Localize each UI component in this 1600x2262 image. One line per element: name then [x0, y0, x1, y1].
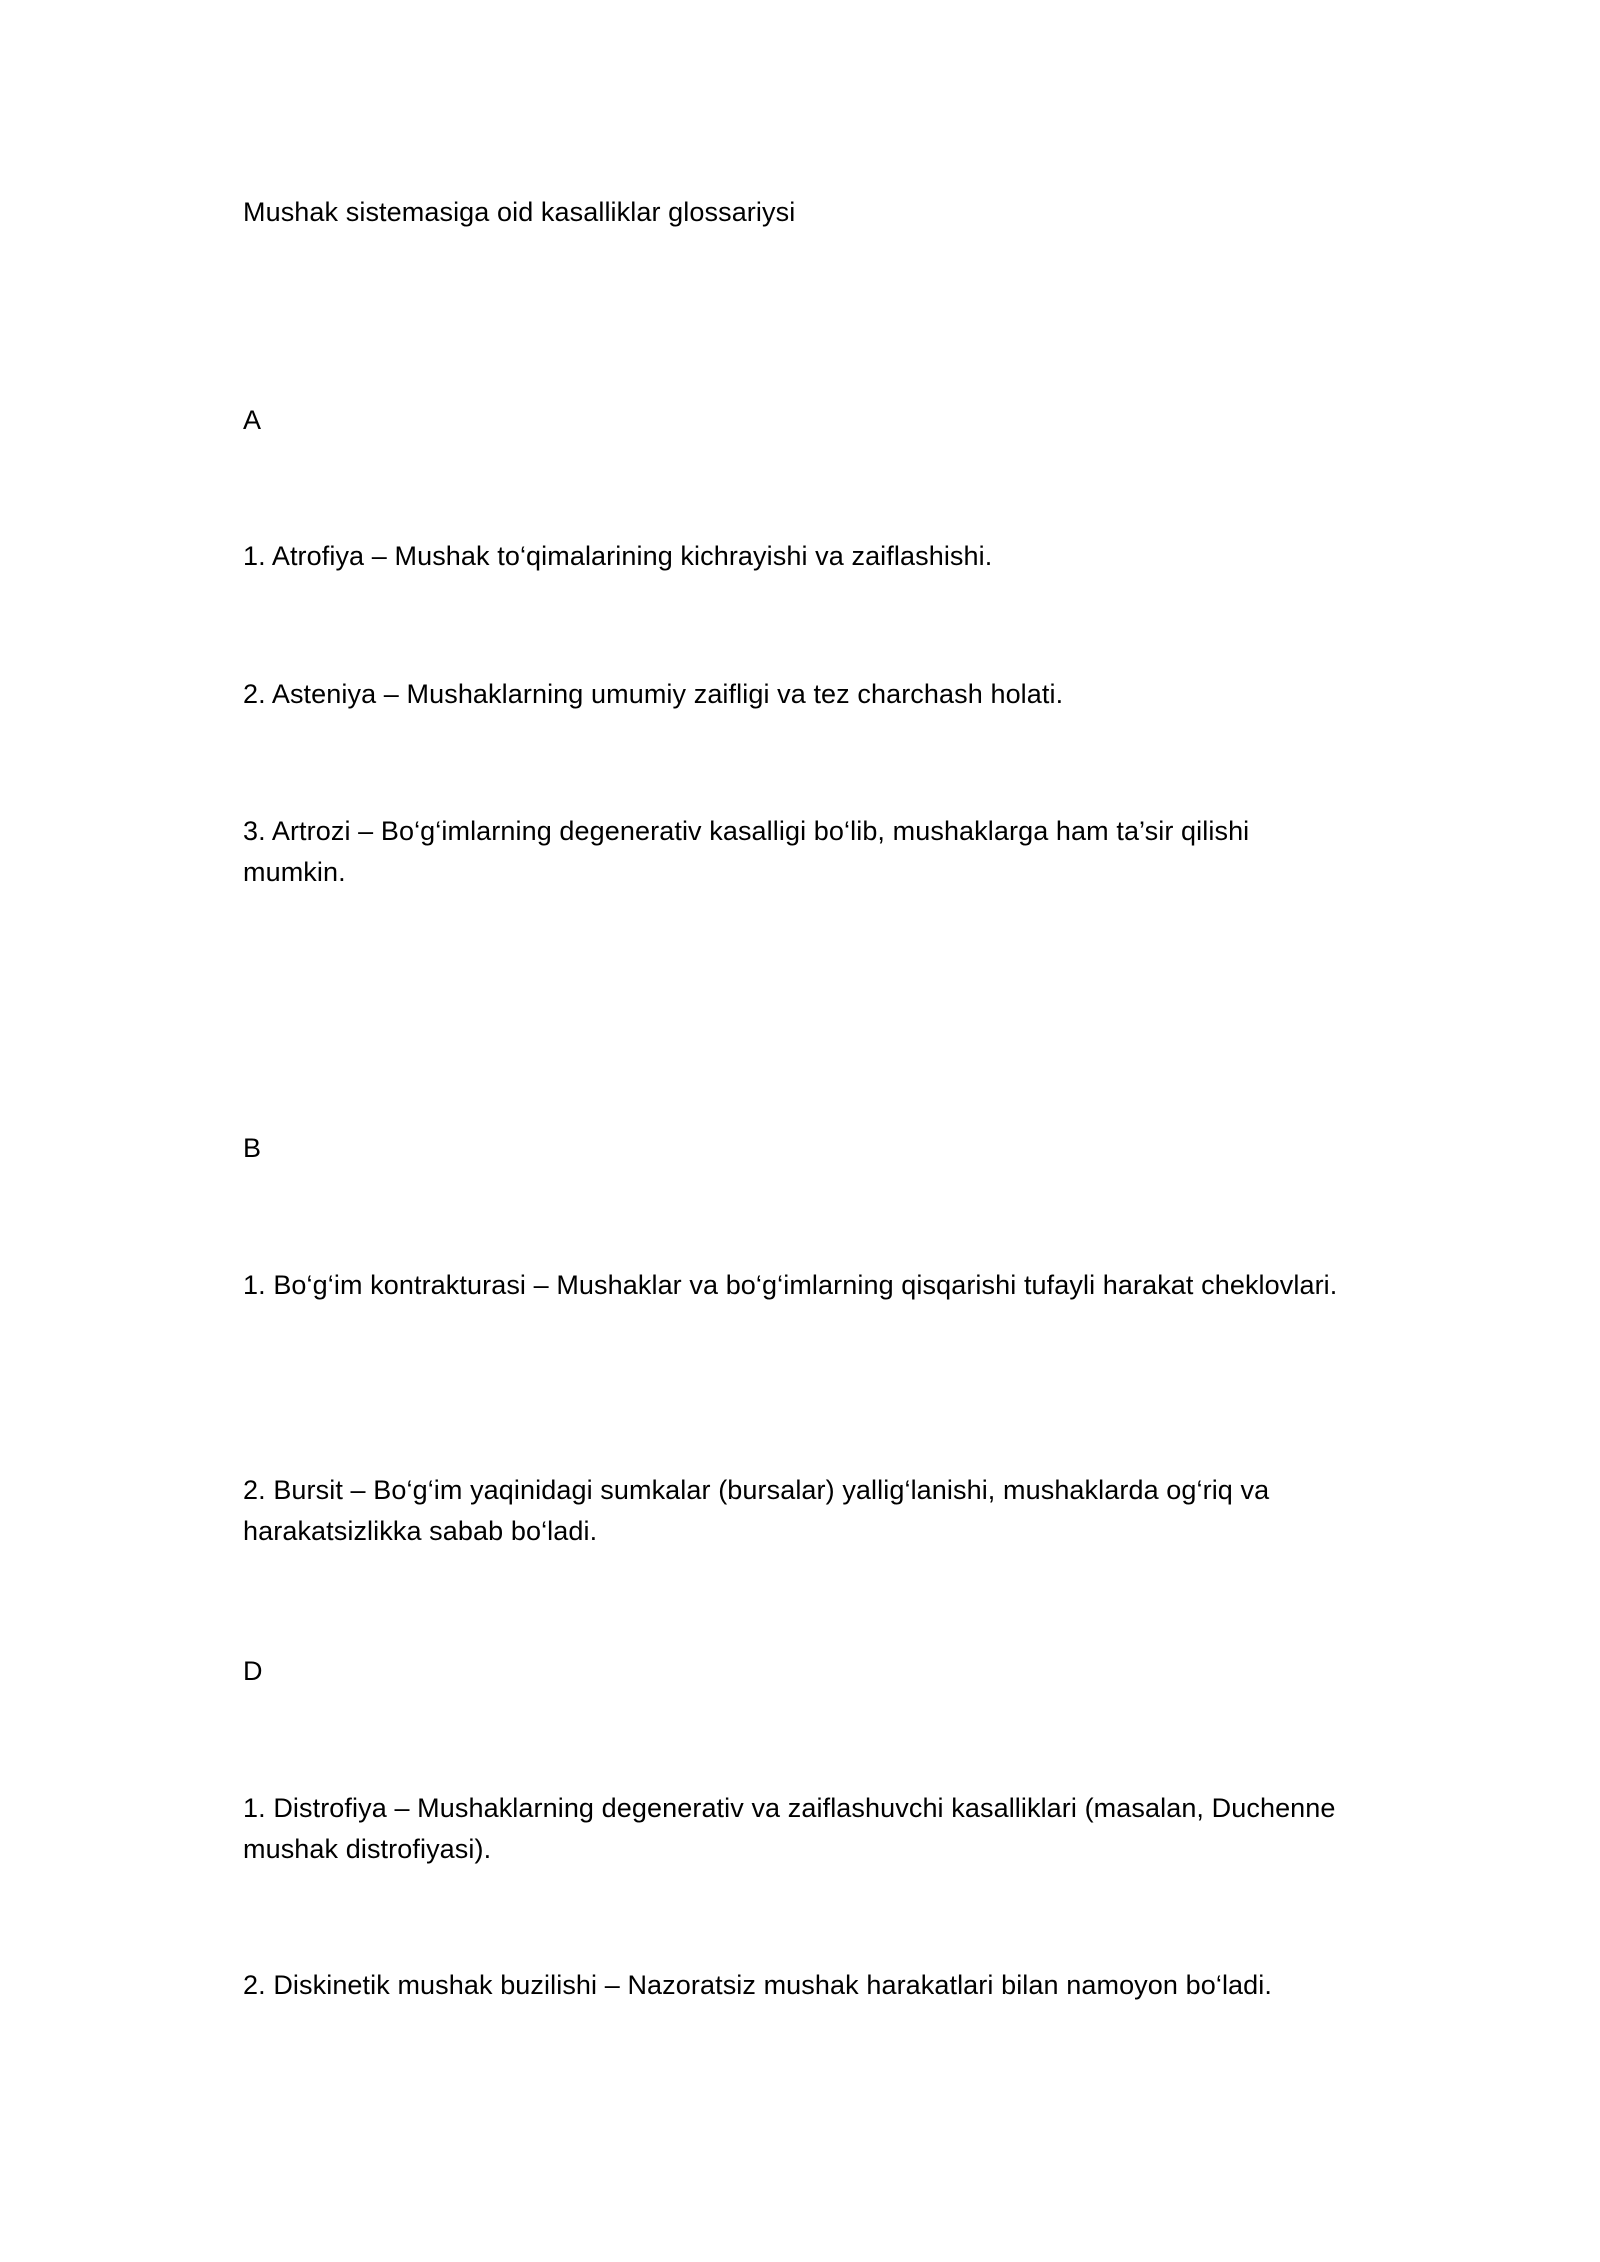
section-heading-b: B: [243, 1133, 262, 1163]
glossary-entry: 1. Distrofiya – Mushaklarning degenerativ va zaiflashuvchi kasalliklari (masalan, Duchenne mushak distrofiyasi).: [243, 1793, 1336, 1864]
glossary-entry: 1. Atrofiya – Mushak to‘qimalarining kichrayishi va zaiflashishi.: [243, 541, 993, 571]
section-heading-a: A: [243, 405, 262, 435]
glossary-entry: 2. Asteniya – Mushaklarning umumiy zaifligi va tez charchash holati.: [243, 679, 1064, 709]
page-title: Mushak sistemasiga oid kasalliklar glossariysi: [243, 197, 796, 227]
glossary-entry: 3. Artrozi – Bo‘g‘imlarning degenerativ kasalligi bo‘lib, mushaklarga ham ta’sir qilishi mumkin.: [243, 816, 1250, 887]
glossary-entry: 1. Bo‘g‘im kontrakturasi – Mushaklar va bo‘g‘imlarning qisqarishi tufayli harakat cheklovlari.: [243, 1270, 1338, 1300]
glossary-entry: 2. Bursit – Bo‘g‘im yaqinidagi sumkalar (bursalar) yallig‘lanishi, mushaklarda og‘riq va harakatsizlikka sabab bo‘ladi.: [243, 1475, 1270, 1546]
section-heading-d: D: [243, 1656, 263, 1686]
glossary-entry: 2. Diskinetik mushak buzilishi – Nazoratsiz mushak harakatlari bilan namoyon bo‘ladi.: [243, 1970, 1272, 2000]
